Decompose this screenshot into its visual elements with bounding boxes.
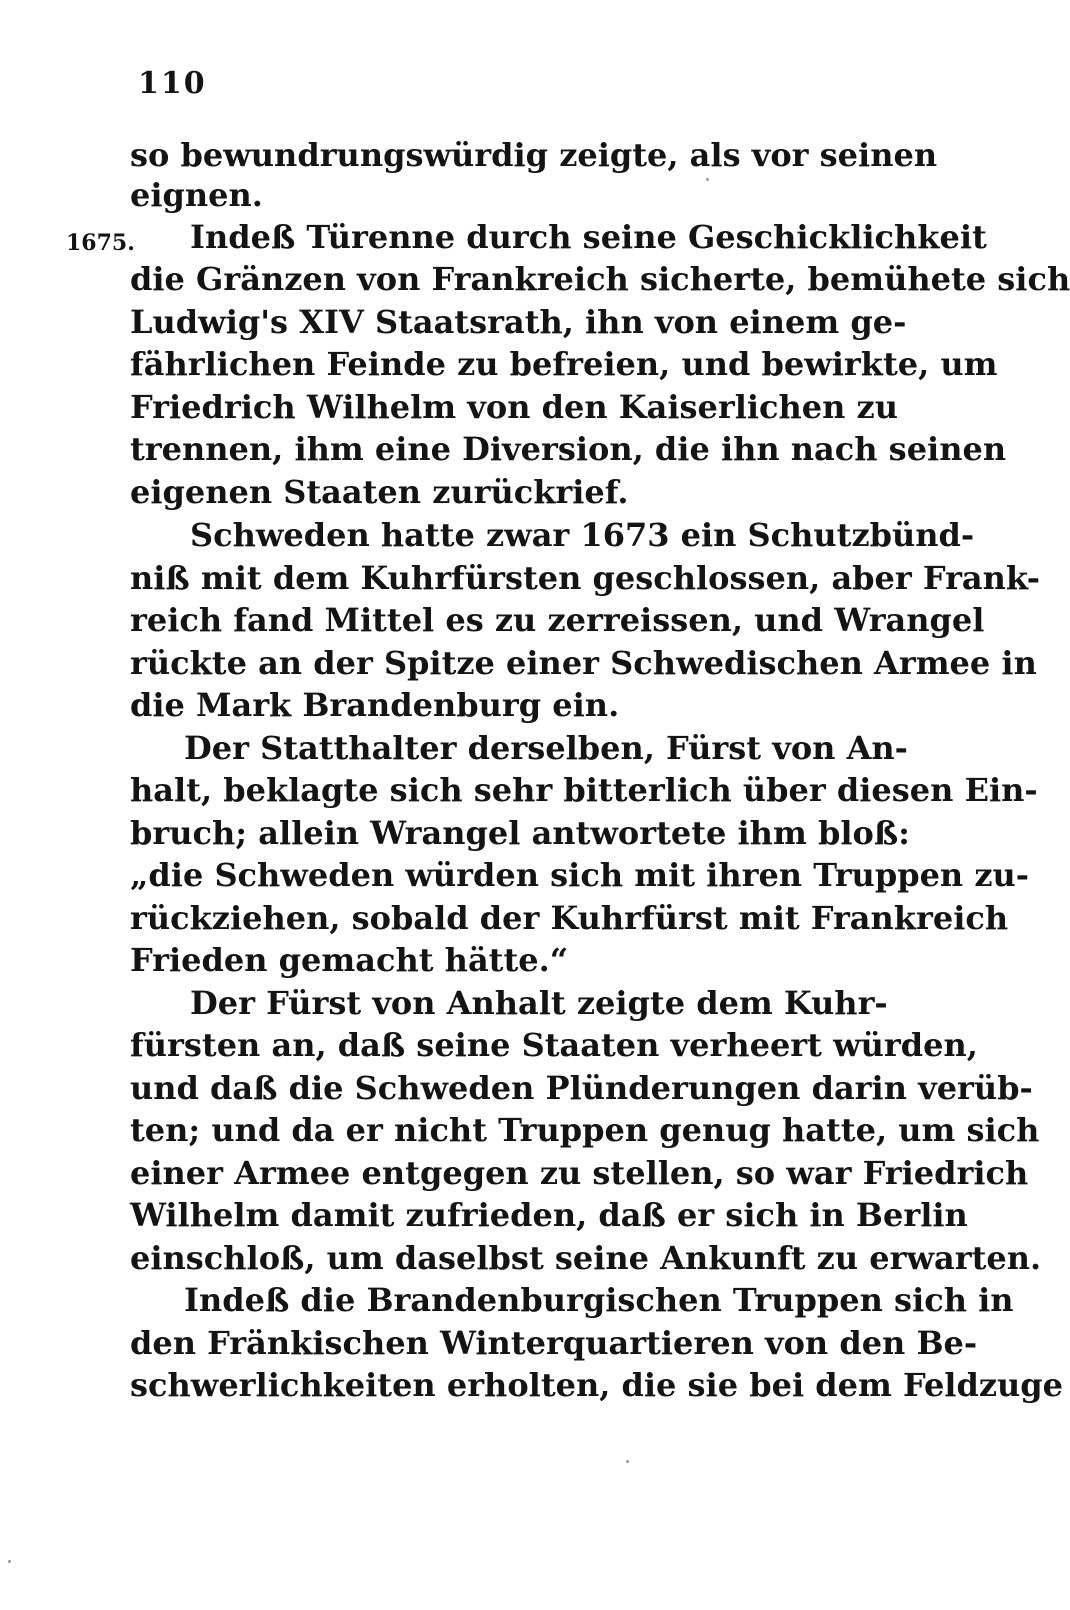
text-line: „die Schweden würden sich mit ihren Truppen zu- [130,856,1030,894]
text-line: schwerlichkeiten erholten, die sie bei dem Feldzuge [130,1366,1063,1404]
text-line: fährlichen Feinde zu befreien, und bewirkte, um [130,345,998,383]
text-line: Schweden hatte zwar 1673 ein Schutzbünd- [190,516,975,554]
text-line: Ludwig's XIV Staatsrath, ihn von einem ge- [130,303,907,341]
text-line: Der Fürst von Anhalt zeigte dem Kuhr- [190,984,888,1022]
text-line: rückte an der Spitze einer Schwedischen Armee in [130,644,1037,682]
ink-speck [626,1460,629,1463]
text-line: eignen. [130,176,263,214]
text-line: Friedrich Wilhelm von den Kaiserlichen zu [130,388,898,426]
text-line: Frieden gemacht hätte.“ [130,941,569,979]
text-line: einschloß, um daselbst seine Ankunft zu erwarten. [130,1239,1042,1277]
text-line: Wilhelm damit zufrieden, daß er sich in Berlin [130,1196,968,1234]
text-line: bruch; allein Wrangel antwortete ihm bloß: [130,814,910,852]
text-line: trennen, ihm eine Diversion, die ihn nach seinen [130,430,1007,468]
text-line: die Gränzen von Frankreich sicherte, bemühete sich [130,260,1070,298]
page-number: 110 [138,66,207,101]
text-line: und daß die Schweden Plünderungen darin verüb- [130,1069,1033,1107]
ink-speck [706,178,709,181]
text-line: halt, beklagte sich sehr bitterlich über diesen Ein- [130,771,1038,809]
text-line: ten; und da er nicht Truppen genug hatte, um sich [130,1111,1040,1149]
text-line: eigenen Staaten zurückrief. [130,473,629,511]
text-line: Der Statthalter derselben, Fürst von An- [184,729,908,767]
text-line: rückziehen, sobald der Kuhrfürst mit Frankreich [130,899,1009,937]
text-line: fürsten an, daß seine Staaten verheert würden, [130,1026,978,1064]
text-line: so bewundrungswürdig zeigte, als vor seinen [130,136,938,174]
text-line: die Mark Brandenburg ein. [130,686,620,724]
text-line: reich fand Mittel es zu zerreissen, und Wrangel [130,601,985,639]
margin-year-note: 1675. [66,230,135,256]
text-line: den Fränkischen Winterquartieren von den Be- [130,1324,978,1362]
text-line: niß mit dem Kuhrfürsten geschlossen, aber Frank- [130,559,1041,597]
text-line: einer Armee entgegen zu stellen, so war Friedrich [130,1154,1029,1192]
ink-speck [8,1560,11,1563]
text-line: Indeß die Brandenburgischen Truppen sich in [184,1281,1014,1319]
text-line: Indeß Türenne durch seine Geschicklichkeit [190,218,987,256]
